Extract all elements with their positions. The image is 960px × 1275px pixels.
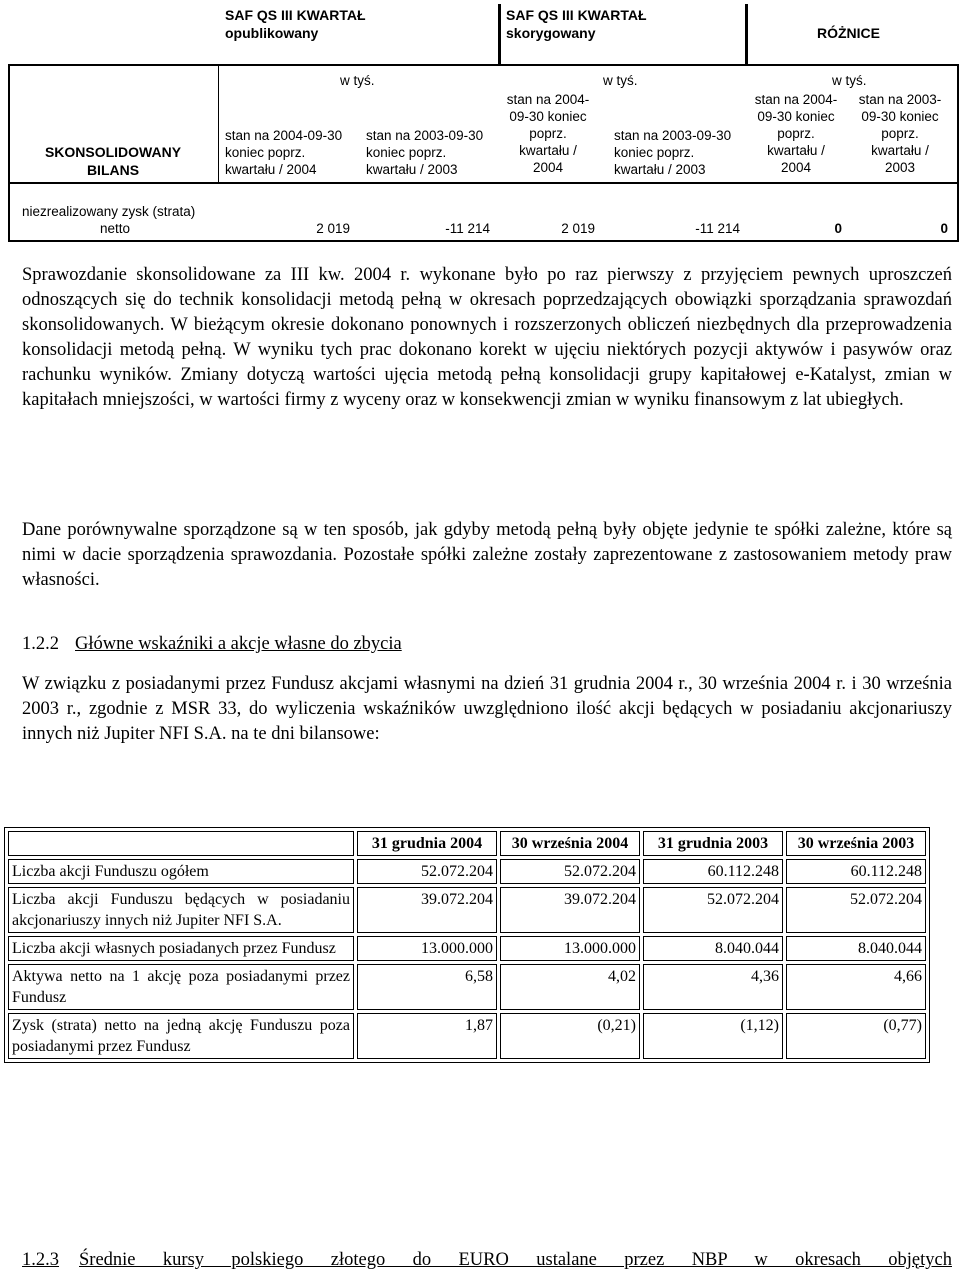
col-header-1-line: stan na 2004-09-30 xyxy=(225,128,343,143)
cell-value: 2 019 xyxy=(316,221,350,236)
indicator-table xyxy=(4,827,930,1063)
separator-differences xyxy=(745,4,748,64)
col-header-3 xyxy=(503,91,593,176)
col-header-4-line: koniec poprz. xyxy=(614,145,695,160)
cell-value: 0 xyxy=(834,221,842,236)
cell-value: 0 xyxy=(940,221,948,236)
paragraph-comparative: Dane porównywalne sporządzone są w ten sposób, jak gdyby metodą pełną były objęte jedynie te spółki zależne, które są nimi w dacie sporządzenia sprawozdania. Pozostałe spółki zależne zostały zaprezentowane z zastosowaniem metody praw własności. xyxy=(22,520,952,590)
cell-value: 6,58 xyxy=(357,964,497,1010)
section-heading-122 xyxy=(22,632,952,657)
cell-value: -11 214 xyxy=(445,221,490,236)
col-header-3-line: 2004 xyxy=(532,160,564,175)
table-header-row xyxy=(8,831,926,856)
row-label: Zysk (strata) netto na jedną akcję Funduszu poza posiadanymi przez Fundusz xyxy=(8,1013,354,1059)
header-empty-cell xyxy=(8,831,354,856)
table-header-bottom-border xyxy=(8,182,959,184)
col-header-5-line: kwartału / xyxy=(767,143,825,158)
cell-value: 52.072.204 xyxy=(357,859,497,884)
row-label: Aktywa netto na 1 akcję poza posiadanymi przez Fundusz xyxy=(8,964,354,1010)
col-header-2-line: stan na 2003-09-30 xyxy=(366,128,484,143)
col-header-6-line: 09-30 koniec xyxy=(861,109,939,124)
cell-value: 4,02 xyxy=(500,964,640,1010)
col-header-3-line: kwartału / xyxy=(519,143,577,158)
col-header-1-line: kwartału / 2004 xyxy=(225,162,317,177)
header-published xyxy=(225,6,366,42)
section-title: Główne wskaźniki a akcje własne do zbycia xyxy=(75,634,402,654)
table-row xyxy=(8,859,926,884)
paragraph-own-shares: W związku z posiadanymi przez Fundusz akcjami własnymi na dzień 31 grudnia 2004 r., 30 września 2004 r. i 30 września 2003 r., zgodnie z MSR 33, do wyliczenia wskaźników uwzględniono ilość akcji będących w posiadaniu akcjonariuszy innych niż Jupiter NFI S.A. na te dni bilansowe: xyxy=(22,674,952,744)
col-header-4-line: stan na 2003-09-30 xyxy=(614,128,732,143)
row-label: Liczba akcji własnych posiadanych przez Fundusz xyxy=(8,936,354,961)
col-header-4 xyxy=(614,127,731,178)
header-corrected-line1: SAF QS III KWARTAŁ xyxy=(506,7,647,23)
cell-value: 13.000.000 xyxy=(500,936,640,961)
col-header-2-line: koniec poprz. xyxy=(366,145,447,160)
table-top-border xyxy=(8,64,959,66)
col-header-6-line: kwartału / xyxy=(871,143,929,158)
cell-value: 4,66 xyxy=(786,964,926,1010)
col-header-3-line: poprz. xyxy=(529,126,567,141)
section-title: Średnie kursy polskiego złotego do EURO ustalane przez NBP w okresach objętych xyxy=(79,1250,952,1270)
header-cell: 30 września 2003 xyxy=(786,831,926,856)
cell-value: 60.112.248 xyxy=(643,859,783,884)
unit-label-published: w tyś. xyxy=(340,73,375,88)
col-header-5-line: 09-30 koniec xyxy=(757,109,835,124)
col-header-5-line: stan na 2004- xyxy=(754,92,838,107)
header-cell: 31 grudnia 2004 xyxy=(357,831,497,856)
row-label: Liczba akcji Funduszu ogółem xyxy=(8,859,354,884)
paragraph-consolidation: Sprawozdanie skonsolidowane za III kw. 2004 r. wykonane było po raz pierwszy z przyjęciem pewnych uproszczeń odnoszących się do technik konsolidacji metodą pełną w okresach poprzedzających obowiązki sporządzania sprawozdań skonsolidowanych. W bieżącym okresie dokonano ponownych i rozszerzonych obliczeń niezbędnych dla przeprowadzenia konsolidacji metodą pełną. W wyniku tych prac dokonano korekt w ujęciu niektórych pozycji aktywów i pasywów oraz rachunku wyników. Zmiany dotyczą wartości ujęcia metodą pełną konsolidacji grupy kapitałowej e-Katalyst, zmian w kapitałach mniejszości, w wartości firmy z wyceny oraz w konsekwencji zmian w wyniku finansowym z lat ubiegłych. xyxy=(22,265,952,410)
header-published-line1: SAF QS III KWARTAŁ xyxy=(225,7,366,23)
separator-corrected xyxy=(498,4,501,64)
cell-value: 1,87 xyxy=(357,1013,497,1059)
section-number: 1.2.3 xyxy=(22,1250,59,1270)
unit-label-corrected: w tyś. xyxy=(603,73,638,88)
row-label: Liczba akcji Funduszu będących w posiadaniu akcjonariuszy innych niż Jupiter NFI S.A. xyxy=(8,887,354,933)
cell-value: 8.040.044 xyxy=(786,936,926,961)
cell-value: 8.040.044 xyxy=(643,936,783,961)
col-header-1 xyxy=(225,127,342,178)
cell-value: 13.000.000 xyxy=(357,936,497,961)
table-right-border xyxy=(957,64,959,242)
cell-value: (1,12) xyxy=(643,1013,783,1059)
row-label-unrealized xyxy=(22,203,222,237)
cell-value: 39.072.204 xyxy=(357,887,497,933)
table-row xyxy=(8,887,926,933)
col-header-4-line: kwartału / 2003 xyxy=(614,162,706,177)
cell-value: (0,77) xyxy=(786,1013,926,1059)
unit-label-differences: w tyś. xyxy=(832,73,867,88)
row-header-bilans xyxy=(10,143,216,179)
cell-value: 52.072.204 xyxy=(500,859,640,884)
col-header-2-line: kwartału / 2003 xyxy=(366,162,458,177)
col-header-2 xyxy=(366,127,483,178)
header-corrected-line2: skorygowany xyxy=(506,25,596,41)
table-row xyxy=(8,936,926,961)
table-bottom-border xyxy=(8,240,959,242)
cell-value: -11 214 xyxy=(695,221,740,236)
cell-value: 52.072.204 xyxy=(643,887,783,933)
header-published-line2: opublikowany xyxy=(225,25,319,41)
col-header-6-line: poprz. xyxy=(881,126,919,141)
cell-value: 4,36 xyxy=(643,964,783,1010)
indicator-table-wrapper xyxy=(4,827,930,1063)
header-differences: RÓŻNICE xyxy=(817,25,880,41)
header-cell: 31 grudnia 2003 xyxy=(643,831,783,856)
cell-value: 52.072.204 xyxy=(786,887,926,933)
col-header-5-line: poprz. xyxy=(777,126,815,141)
table-row xyxy=(8,1013,926,1059)
header-corrected xyxy=(506,6,647,42)
cell-value: (0,21) xyxy=(500,1013,640,1059)
row-label-line1: niezrealizowany zysk (strata) xyxy=(22,204,196,219)
row-header-line1: SKONSOLIDOWANY xyxy=(44,144,182,160)
row-label-line2: netto xyxy=(100,221,131,236)
col-header-3-line: 09-30 koniec xyxy=(509,109,587,124)
cell-value: 60.112.248 xyxy=(786,859,926,884)
section-number: 1.2.2 xyxy=(22,634,59,654)
col-header-6 xyxy=(852,91,948,176)
col-header-1-line: koniec poprz. xyxy=(225,145,306,160)
table-row xyxy=(8,964,926,1010)
section-heading-123 xyxy=(22,1248,952,1273)
col-header-3-line: stan na 2004- xyxy=(506,92,590,107)
row-header-line2: BILANS xyxy=(86,162,140,178)
cell-value: 2 019 xyxy=(561,221,595,236)
col-header-5 xyxy=(750,91,842,176)
col-header-6-line: stan na 2003- xyxy=(858,92,942,107)
col-header-6-line: 2003 xyxy=(884,160,916,175)
col-header-5-line: 2004 xyxy=(780,160,812,175)
cell-value: 39.072.204 xyxy=(500,887,640,933)
row-header-border xyxy=(218,64,219,184)
header-cell: 30 września 2004 xyxy=(500,831,640,856)
